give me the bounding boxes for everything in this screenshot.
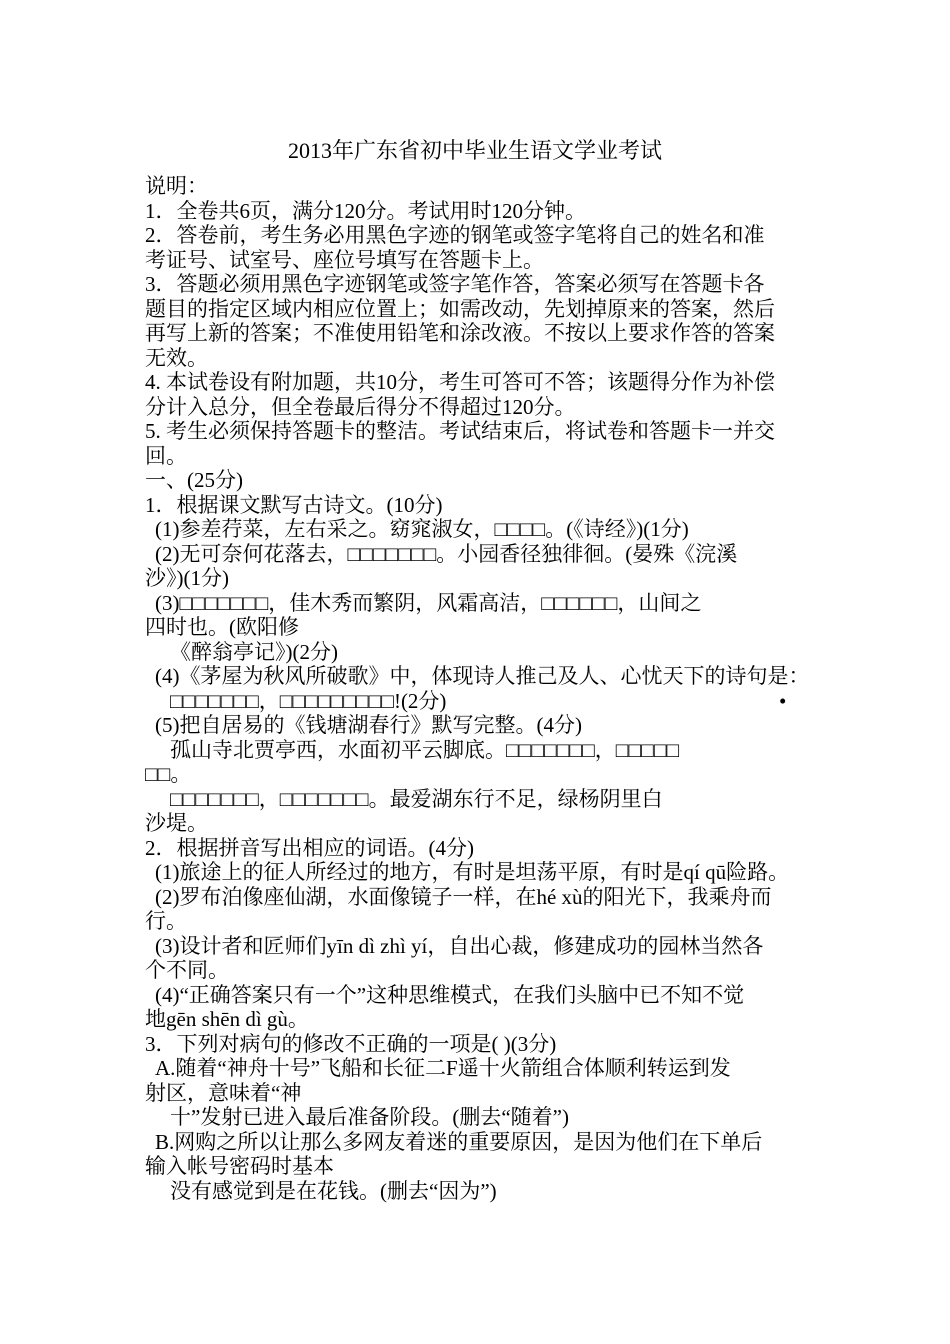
instruction-4-line-1: 4. 本试卷设有附加题，共10分，考生可答可不答；该题得分作为补偿 xyxy=(145,370,775,394)
question-3-option-a-line-2: 射区，意味着“神 xyxy=(145,1080,302,1105)
page-title: 2013年广东省初中毕业生语文学业考试 xyxy=(287,138,662,163)
instruction-3-line-1: 3．答题必须用黑色字迹钢笔或签字笔作答，答案必须写在答题卡各 xyxy=(145,272,765,296)
question-1-part-2-line-1: (2)无可奈何花落去，□□□□□□□。小园香径独徘徊。(晏殊《浣溪 xyxy=(155,541,738,566)
question-2-part-4-line-2: 地gēn shēn dì gù。 xyxy=(145,1007,309,1031)
question-1-part-4-answer-blanks: □□□□□□□，□□□□□□□□□!(2分) xyxy=(170,688,447,713)
question-1-part-2-line-2: 沙》)(1分) xyxy=(145,566,229,590)
question-2-part-2-line-1: (2)罗布泊像座仙湖，水面像镜子一样，在hé xù的阳光下，我乘舟而 xyxy=(155,884,772,909)
question-3-option-b-line-3: 没有感觉到是在花钱。(删去“因为”) xyxy=(170,1178,497,1203)
question-1-part-5-line-4: 沙堤。 xyxy=(145,811,208,835)
bullet-mark: • xyxy=(779,688,787,713)
question-1-heading: 1．根据课文默写古诗文。(10分) xyxy=(145,492,443,517)
question-1-part-5-line-3: □□□□□□□，□□□□□□□。最爱湖东行不足，绿杨阴里白 xyxy=(170,786,663,811)
question-1-part-5-heading: (5)把自居易的《钱塘湖春行》默写完整。(4分) xyxy=(155,713,582,737)
question-2-heading: 2．根据拼音写出相应的词语。(4分) xyxy=(145,835,474,860)
instructions-heading: 说明： xyxy=(145,174,208,198)
question-2-part-4-line-1: (4)“正确答案只有一个”这种思维模式，在我们头脑中已不知不觉 xyxy=(155,982,745,1007)
section-1-heading: 一、(25分) xyxy=(145,468,243,492)
question-3-heading: 3．下列对病句的修改不正确的一项是( )(3分) xyxy=(145,1031,557,1056)
question-1-part-3-line-1: (3)□□□□□□□，佳木秀而繁阴，风霜高洁，□□□□□□，山间之 xyxy=(155,590,702,615)
question-1-part-3-line-2: 四时也。(欧阳修 xyxy=(145,615,299,639)
question-1-part-3-line-3: 《醉翁亭记》)(2分) xyxy=(170,639,338,664)
question-1-part-5-line-1: 孤山寺北贾亭西，水面初平云脚底。□□□□□□□，□□□□□ xyxy=(170,737,680,762)
instruction-4-line-2: 分计入总分，但全卷最后得分不得超过120分。 xyxy=(145,394,576,419)
instruction-2-line-1: 2．答卷前，考生务必用黑色字迹的钢笔或签字笔将自己的姓名和准 xyxy=(145,223,765,247)
question-1-part-4-line-1: (4)《茅屋为秋风所破歌》中，体现诗人推己及人、心忧天下的诗句是： xyxy=(155,664,810,688)
instruction-3-line-4: 无效。 xyxy=(145,345,208,370)
document-body xyxy=(145,174,825,1203)
question-2-part-3-line-1: (3)设计者和匠师们yīn dì zhì yí，自出心裁，修建成功的园林当然各 xyxy=(155,933,764,958)
instruction-5-line-2: 回。 xyxy=(145,443,187,468)
question-3-option-b-line-2: 输入帐号密码时基本 xyxy=(145,1154,334,1178)
instruction-3-line-3: 再写上新的答案；不准使用铅笔和涂改液。不按以上要求作答的答案 xyxy=(145,321,775,345)
question-3-option-b-line-1: B.网购之所以让那么多网友着迷的重要原因，是因为他们在下单后 xyxy=(155,1129,763,1154)
question-1-part-4-line-2 xyxy=(145,689,825,714)
question-3-option-a-line-3: 十”发射已进入最后准备阶段。(删去“随着”) xyxy=(170,1105,569,1129)
question-1-part-5-line-2: □□。 xyxy=(145,762,192,786)
question-2-part-2-line-2: 行。 xyxy=(145,909,187,933)
question-2-part-1: (1)旅途上的征人所经过的地方，有时是坦荡平原，有时是qí qū险路。 xyxy=(155,860,790,884)
question-1-part-1: (1)参差荇菜，左右采之。窈窕淑女，□□□□。(《诗经》)(1分) xyxy=(155,517,689,541)
question-2-part-3-line-2: 个不同。 xyxy=(145,958,229,982)
question-3-option-a-line-1: A.随着“神舟十号”飞船和长征二F遥十火箭组合体顺利转运到发 xyxy=(155,1056,731,1080)
instruction-5-line-1: 5. 考生必须保持答题卡的整洁。考试结束后，将试卷和答题卡一并交 xyxy=(145,419,775,443)
instruction-1: 1．全卷共6页，满分120分。考试用时120分钟。 xyxy=(145,198,586,223)
instruction-3-line-2: 题目的指定区域内相应位置上；如需改动，先划掉原来的答案，然后 xyxy=(145,296,775,321)
instruction-2-line-2: 考证号、试室号、座位号填写在答题卡上。 xyxy=(145,247,544,272)
